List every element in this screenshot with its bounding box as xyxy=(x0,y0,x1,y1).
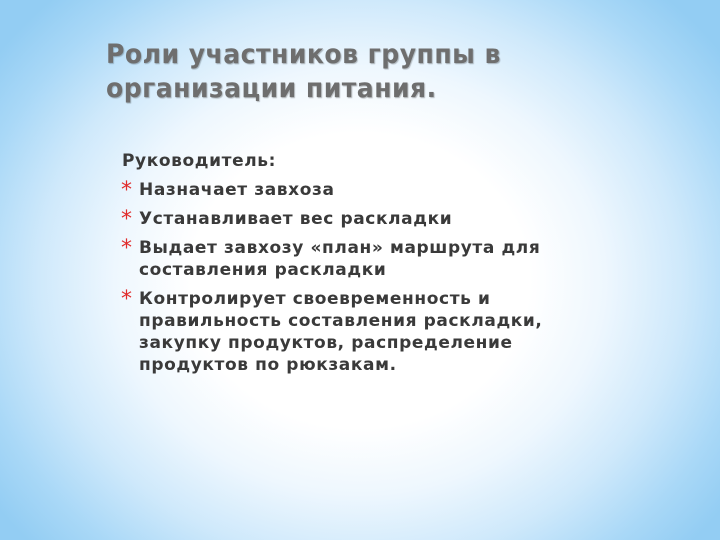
list-item xyxy=(122,288,592,376)
list-item-text: Назначает завхоза xyxy=(139,180,335,200)
bullet-asterisk-icon: * xyxy=(121,178,133,203)
title-line-1: Роли участников группы в xyxy=(106,39,501,70)
title-line-2: организации питания. xyxy=(106,73,437,104)
list-item xyxy=(122,237,592,281)
list-item-text: Контролирует своевременность и правильность составления раскладки, закупку продуктов, распределение продуктов по рюкзакам. xyxy=(139,289,543,375)
section-heading: Руководитель: xyxy=(122,151,277,171)
bullet-asterisk-icon: * xyxy=(121,207,133,232)
list-item xyxy=(122,208,592,230)
slide-content xyxy=(122,150,592,383)
slide-title xyxy=(106,38,627,106)
list-item-text: Выдает завхозу «план» маршрута для составления раскладки xyxy=(139,238,541,280)
bullet-list xyxy=(122,179,592,376)
bullet-asterisk-icon: * xyxy=(121,287,133,312)
bullet-asterisk-icon: * xyxy=(121,236,133,261)
list-item xyxy=(122,179,592,201)
list-item-text: Устанавливает вес раскладки xyxy=(139,209,453,229)
